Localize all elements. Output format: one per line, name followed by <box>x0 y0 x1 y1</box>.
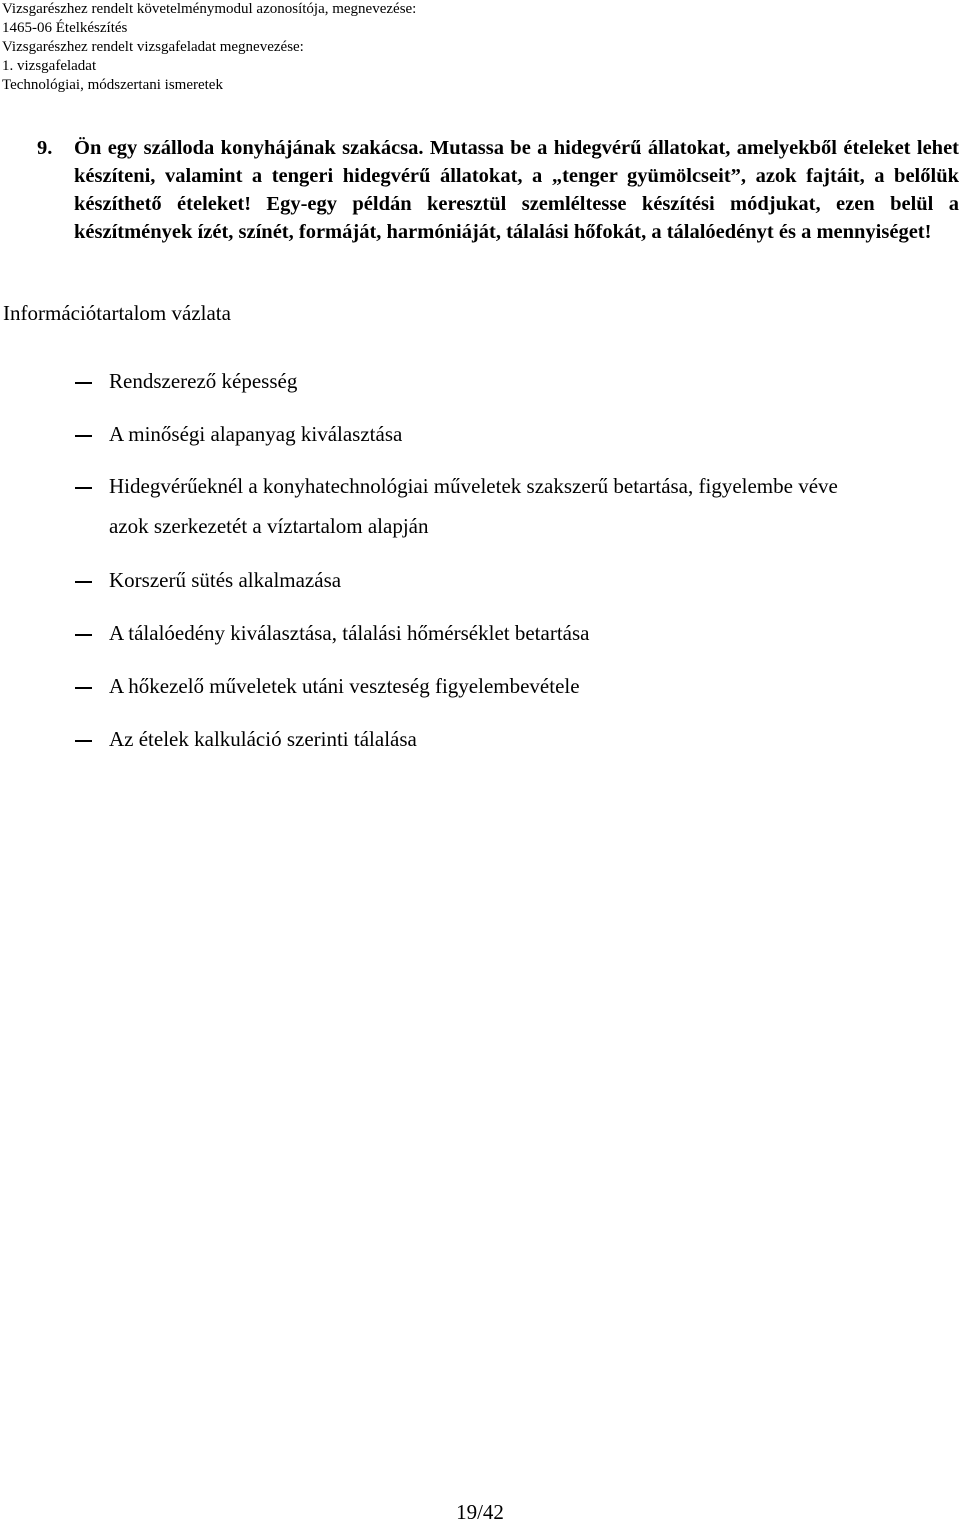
dash-bullet <box>75 382 92 384</box>
info-outline-title: Információtartalom vázlata <box>3 301 231 325</box>
header-module-value: 1465-06 Ételkészítés <box>2 20 128 36</box>
dash-bullet <box>75 740 92 742</box>
dash-bullet <box>75 687 92 689</box>
list-item-text: Rendszerező képesség <box>109 369 298 393</box>
list-item-text: Korszerű sütés alkalmazása <box>109 568 342 592</box>
list-item-text: A hőkezelő műveletek utáni veszteség figyelembevétele <box>109 674 580 698</box>
dash-bullet <box>75 634 92 636</box>
header-module-label: Vizsgarészhez rendelt követelménymodul azonosítója, megnevezése: <box>2 1 417 17</box>
dash-bullet <box>75 487 92 489</box>
list-item-text: A minőségi alapanyag kiválasztása <box>109 422 403 446</box>
list-item-text: A tálalóedény kiválasztása, tálalási hőmérséklet betartása <box>109 621 590 645</box>
header-task-label: Vizsgarészhez rendelt vizsgafeladat megnevezése: <box>2 39 304 55</box>
task-description: Ön egy szálloda konyhájának szakácsa. Mutassa be a hidegvérű állatokat, amelyekből ételeket lehet készíteni, valamint a tengeri hidegvérű állatokat, a „tenger gyümölcseit”, azok fajtáit, a belőlük készíthető ételeket! Egy-egy példán keresztül szemléltesse készítési módjukat, ezen belül a készítmények ízét, színét, formáját, harmóniáját, tálalási hőfokát, a tálalóedényt és a mennyiséget! <box>74 137 959 243</box>
list-item-text: Hidegvérűeknél a konyhatechnológiai műveletek szakszerű betartása, figyelembe véve <box>109 474 838 498</box>
list-item-continuation: azok szerkezetét a víztartalom alapján <box>109 514 429 538</box>
header-task-value: 1. vizsgafeladat <box>2 58 97 74</box>
page-number: 19/42 <box>456 1500 504 1524</box>
task-number: 9. <box>37 137 53 159</box>
list-item-text: Az ételek kalkuláció szerinti tálalása <box>109 727 417 751</box>
header-topic: Technológiai, módszertani ismeretek <box>2 77 223 93</box>
dash-bullet <box>75 581 92 583</box>
dash-bullet <box>75 435 92 437</box>
